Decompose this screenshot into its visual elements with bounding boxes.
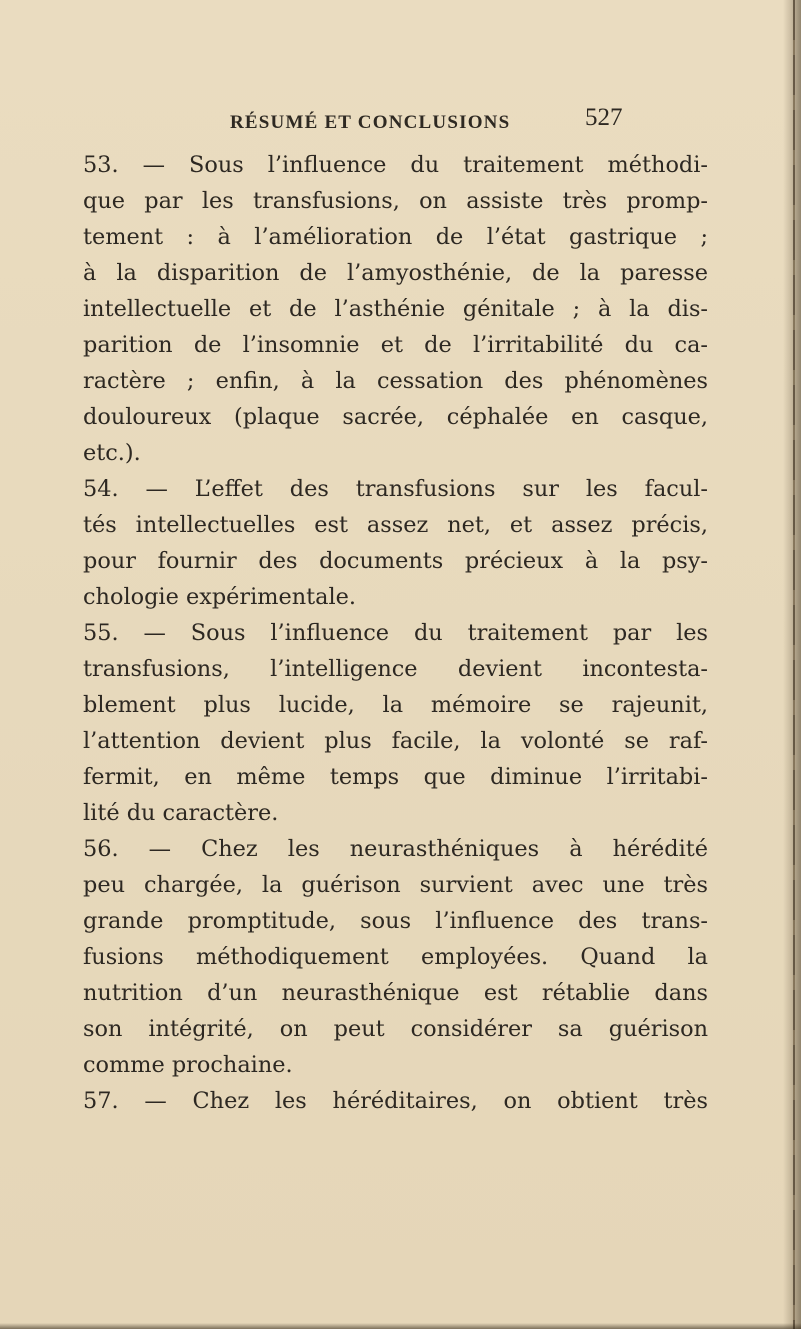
paragraph-57: [83, 1083, 708, 1119]
page-number: 527: [585, 104, 623, 131]
text-line: transfusions, l’intelligence devient incontesta-: [83, 656, 708, 682]
paragraph-53: [83, 147, 708, 471]
text-line: blement plus lucide, la mémoire se rajeunit,: [83, 692, 708, 718]
text-line: 55. — Sous l’influence du traitement par les: [83, 620, 708, 646]
text-line: nutrition d’un neurasthénique est rétablie dans: [83, 980, 708, 1006]
text-line: fermit, en même temps que diminue l’irritabi-: [83, 764, 708, 790]
text-line: chologie expérimentale.: [83, 584, 357, 610]
text-line: 57. — Chez les héréditaires, on obtient très: [83, 1088, 708, 1114]
text-line: 54. — L’effet des transfusions sur les facul-: [83, 476, 708, 502]
text-line: etc.).: [83, 440, 141, 466]
text-line: à la disparition de l’amyosthénie, de la paresse: [83, 260, 708, 286]
paragraph-55: [83, 615, 708, 831]
paragraph-54: [83, 471, 708, 615]
text-line: grande promptitude, sous l’influence des trans-: [83, 908, 708, 934]
text-line: que par les transfusions, on assiste très promp-: [83, 188, 708, 214]
text-line: comme prochaine.: [83, 1052, 293, 1078]
text-line: 53. — Sous l’influence du traitement méthodi-: [83, 152, 708, 178]
text-line: parition de l’insomnie et de l’irritabilité du ca-: [83, 332, 708, 358]
text-line: fusions méthodiquement employées. Quand la: [83, 944, 708, 970]
text-line: tés intellectuelles est assez net, et assez précis,: [83, 512, 708, 538]
text-line: l’attention devient plus facile, la volonté se raf-: [83, 728, 708, 754]
binding-edge: [793, 0, 795, 1329]
running-head: RÉSUMÉ ET CONCLUSIONS: [230, 112, 511, 133]
page-bottom-edge: [0, 1323, 801, 1329]
page-header: [58, 104, 708, 144]
binding-shadow: [783, 0, 801, 1329]
text-line: pour fournir des documents précieux à la psy-: [83, 548, 708, 574]
text-line: son intégrité, on peut considérer sa guérison: [83, 1016, 708, 1042]
text-line: tement : à l’amélioration de l’état gastrique ;: [83, 224, 708, 250]
paragraph-56: [83, 831, 708, 1083]
text-line: lité du caractère.: [83, 800, 279, 826]
text-line: ractère ; enfin, à la cessation des phénomènes: [83, 368, 708, 394]
text-line: peu chargée, la guérison survient avec une très: [83, 872, 708, 898]
text-line: 56. — Chez les neurasthéniques à hérédité: [83, 836, 708, 862]
text-line: douloureux (plaque sacrée, céphalée en casque,: [83, 404, 708, 430]
text-line: intellectuelle et de l’asthénie génitale ; à la dis-: [83, 296, 708, 322]
